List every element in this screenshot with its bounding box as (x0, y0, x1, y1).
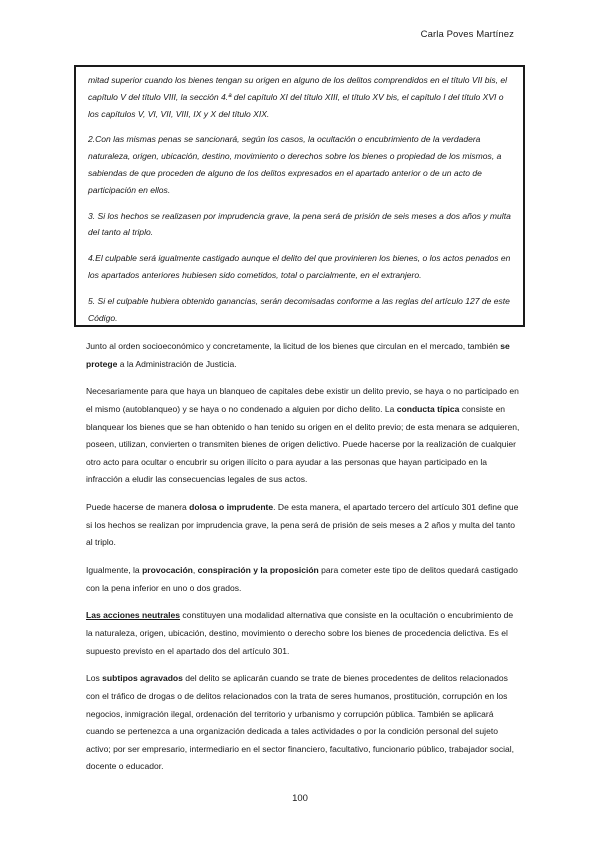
bold-term: dolosa o imprudente (189, 502, 274, 513)
bold-term: provocación (142, 565, 193, 576)
bold-term: conducta típica (396, 403, 460, 414)
bold-term: conspiración y la proposición (197, 565, 319, 576)
quote-paragraph-3: 3. Si los hechos se realizasen por imprudencia grave, la pena será de prisión de seis meses a dos años y multa del tanto al triplo. (88, 210, 511, 238)
bold-term: subtipos agravados (102, 673, 183, 684)
text-span: constituyen una modalidad alternativa que consiste en la ocultación o encubrimiento de la naturaleza, origen, ubicación, destino, movimiento o derecho sobre los bienes de procedencia delictiva. Es el supuesto previsto en el apartado dos del artículo 301. (86, 610, 514, 656)
text-span: Necesariamente para que haya un blanqueo de capitales debe existir un delito previo, se haya o no participado en el mismo (autoblanqueo) y se haya o no condenado a alguien por dicho delito. La (86, 386, 519, 414)
text-span: Los (86, 673, 103, 684)
text-span: Junto al orden socioeconómico y concretamente, la licitud de los bienes que circulan en el mercado, también (86, 341, 501, 351)
quote-paragraph-4: 4.El culpable será igualmente castigado aunque el delito del que provinieren los bienes, o los actos penados en los apartados anteriores hubiesen sido cometidos, total o parcialmente, en el extranjero. (88, 253, 511, 280)
body-paragraph-5 (86, 607, 520, 660)
quote-paragraph-1: mitad superior cuando los bienes tengan su origen en alguno de los delitos comprendidos en el título VII bis, el capítulo V del título VIII, la sección 4.ª del capítulo XI del título XIII, el título XV bis, el capítulo I del título XVI o los capítulos V, VI, VII, VIII, IX y X del título XIX. (88, 75, 508, 119)
text-span: , (192, 565, 198, 576)
body-paragraph-6 (86, 670, 520, 776)
body-paragraph-3 (86, 499, 520, 552)
underlined-term: Las acciones neutrales (86, 610, 181, 621)
text-span: para cometer este tipo de delitos quedará castigado con la pena inferior en uno o dos grados. (86, 565, 518, 593)
page-number: 100 (292, 793, 308, 804)
body-text (86, 338, 520, 786)
quote-paragraph-2: 2.Con las mismas penas se sancionará, según los casos, la ocultación o encubrimiento de la verdadera naturaleza, origen, ubicación, destino, movimiento o derechos sobre los bienes o propiedad de los mismos, a sabiendas de que proceden de alguno de los delitos expresados en el apartado anterior o de un acto de participación en ellos. (88, 134, 502, 195)
text-span: Igualmente, la (86, 565, 143, 576)
text-span: Puede hacerse de manera (86, 502, 190, 513)
body-paragraph-2 (86, 383, 520, 489)
header-author: Carla Poves Martínez (420, 29, 514, 40)
quote-paragraph-5: 5. Si el culpable hubiera obtenido ganancias, serán decomisadas conforme a las reglas del artículo 127 de este Código. (88, 295, 510, 323)
text-span: . De esta manera, el apartado tercero del artículo 301 define que si los hechos se realizan por imprudencia grave, la pena será de prisión de seis meses a 2 años y multa del tanto al triplo. (86, 502, 519, 548)
bold-term: se protege (86, 341, 510, 369)
body-paragraph-1 (86, 338, 520, 373)
text-span: del delito se aplicarán cuando se trate de bienes procedentes de delitos relacionados con el tráfico de drogas o de delitos relacionados con la trata de seres humanos, prostitución, corrupción en los negocios, inmigración ilegal, ordenación del territorio y urbanismo y corrupción pública. También se aplicará cuando se pertenezca a una organización dedicada a tales actividades o por la condición personal del sujeto activo; por ser empresario, intermediario en el sector financiero, facultativo, funcionario público, trabajador social, docente o educador. (86, 673, 515, 772)
body-paragraph-4 (86, 562, 520, 597)
legal-quote-box (74, 65, 525, 327)
text-span: a la Administración de Justicia. (117, 358, 237, 369)
text-span: consiste en blanquear los bienes que se han obtenido o han tenido su origen en el delito previo; de esta menara se adquieren, poseen, utilizan, convierten o transmiten bienes de origen delictivo. Puede hacerse por la realización de cualquier otro acto para ocultar o encubrir su origen ilícito o para ayudar a las personas que hayan participado en la infracción a eludir las consecuencias legales de sus actos. (86, 403, 520, 485)
